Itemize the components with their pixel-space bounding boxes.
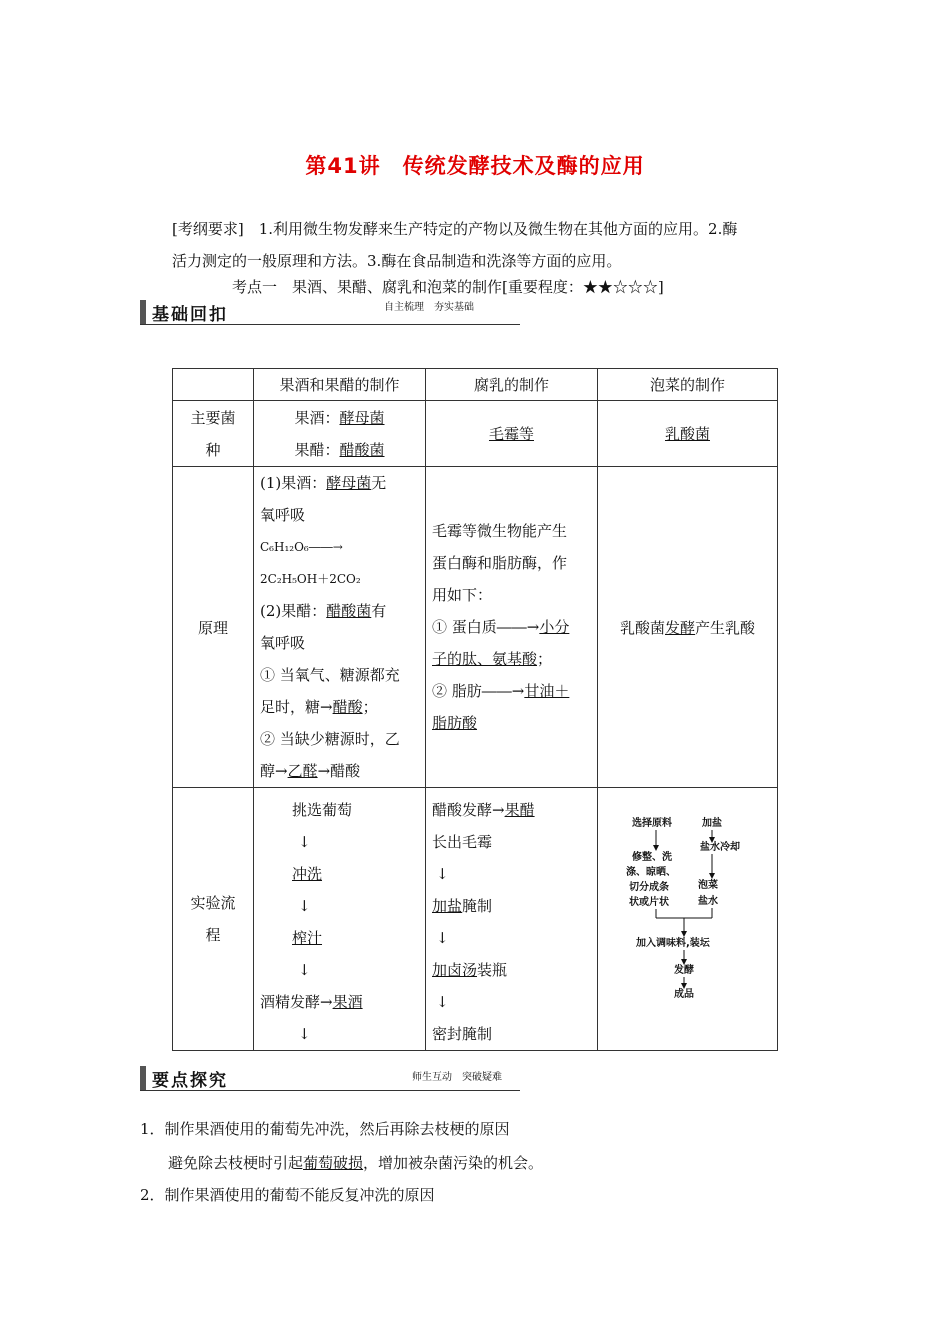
fill: 醋酸 xyxy=(332,698,363,716)
flow-step-fill: 冲洗 xyxy=(292,865,323,883)
fill: 葡萄破损 xyxy=(303,1154,364,1172)
flow-step: 长出毛霉 xyxy=(432,833,493,851)
t: →醋酸 xyxy=(317,762,361,780)
question-2: 2．制作果酒使用的葡萄不能反复冲洗的原因 xyxy=(140,1186,435,1204)
header-paocai: 泡菜的制作 xyxy=(598,369,778,401)
diag-salt: 加盐 xyxy=(702,818,722,829)
diag-trim1: 修整、洗 xyxy=(632,852,672,863)
wine-strain xyxy=(254,402,425,434)
flow-step: 酒精发酵→ xyxy=(260,993,333,1011)
furu-strain: 毛霉等 xyxy=(488,425,534,443)
requirements xyxy=(172,213,822,277)
vinegar-fill: 醋酸菌 xyxy=(339,440,385,459)
cell-wine-principle xyxy=(254,467,426,788)
t: ① 蛋白质――→ xyxy=(432,618,540,636)
flow-step-fill: 榨汁 xyxy=(292,929,323,947)
flow-arrow: ↓ xyxy=(436,929,449,947)
fill: 酵母菌 xyxy=(326,474,372,492)
flow-step: 腌制 xyxy=(462,897,493,915)
section-title: 基础回扣 xyxy=(152,305,228,325)
diag-trim4: 状或片状 xyxy=(629,897,669,908)
t: (2)果醋： xyxy=(260,602,327,620)
cell-paocai-strains xyxy=(598,401,778,467)
section-subtitle: 自主梳理 夯实基础 xyxy=(384,302,474,313)
t: 避免除去枝梗时引起 xyxy=(168,1154,304,1172)
wine-prefix: 果酒： xyxy=(294,408,340,427)
row-label-principle: 原理 xyxy=(173,467,254,788)
vinegar-strain xyxy=(254,434,425,466)
text-line xyxy=(260,755,419,787)
text-line: 蛋白酶和脂肪酶，作 xyxy=(432,554,568,572)
text-line: 氧呼吸 xyxy=(260,634,306,652)
flow-step: 密封腌制 xyxy=(432,1025,493,1043)
fill: 乙醛 xyxy=(287,762,318,780)
text-line xyxy=(260,691,419,723)
flow-step-fill: 加盐 xyxy=(432,897,463,915)
paocai-strain: 乳酸菌 xyxy=(664,425,710,443)
section-marker xyxy=(140,300,146,324)
cell-wine-strains xyxy=(254,401,426,467)
fill: 脂肪酸 xyxy=(432,714,478,732)
header-wine-vinegar: 果酒和果醋的制作 xyxy=(254,369,426,401)
cell-furu-procedure xyxy=(426,788,598,1051)
flow-step: 挑选葡萄 xyxy=(292,801,353,819)
t: 足时，糖→ xyxy=(260,698,333,716)
label-line: 主要菌 xyxy=(190,408,236,427)
t: 有 xyxy=(371,602,387,620)
cell-furu-principle xyxy=(426,467,598,788)
t: 产生乳酸 xyxy=(695,618,756,637)
section-header-key-points xyxy=(140,1064,520,1091)
header-furu: 腐乳的制作 xyxy=(426,369,598,401)
cell-furu-strains xyxy=(426,401,598,467)
t: 乳酸菌 xyxy=(619,618,665,637)
diag-choose: 选择原料 xyxy=(632,818,672,829)
text-line xyxy=(260,467,419,499)
flow-arrow: ↓ xyxy=(436,993,449,1011)
t: ； xyxy=(362,698,378,716)
section-title: 要点探究 xyxy=(152,1071,228,1091)
header-empty xyxy=(173,369,254,401)
page-title: 第41讲 传统发酵技术及酶的应用 xyxy=(305,154,645,178)
wine-flow xyxy=(260,794,419,1050)
diag-trim3: 切分成条 xyxy=(629,882,669,893)
fill: 醋酸菌 xyxy=(326,602,372,620)
text-line: ② 当缺少糖源时，乙 xyxy=(260,730,400,748)
text-line: 氧呼吸 xyxy=(260,506,306,524)
reaction-line: C₆H₁₂O₆――→ xyxy=(260,540,343,554)
cell-wine-procedure xyxy=(254,788,426,1051)
text-line xyxy=(432,707,591,739)
row-label-procedure xyxy=(173,788,254,1051)
requirements-line2: 活力测定的一般原理和方法。3.酶在食品制造和洗涤等方面的应用。 xyxy=(172,252,622,270)
furu-flow xyxy=(432,794,591,1050)
question-1: 1．制作果酒使用的葡萄先冲洗，然后再除去枝梗的原因 xyxy=(140,1120,510,1138)
diag-trim2: 涤、晾晒、 xyxy=(626,867,676,878)
section-marker xyxy=(140,1066,146,1090)
diag-cool: 盐水冷却 xyxy=(700,842,740,853)
fill: 小分 xyxy=(539,618,570,636)
text-line xyxy=(432,675,591,707)
t: ，增加被杂菌污染的机会。 xyxy=(363,1154,544,1172)
flow-step: 醋酸发酵→ xyxy=(432,801,505,819)
vinegar-prefix: 果醋： xyxy=(294,440,340,459)
wine-fill: 酵母菌 xyxy=(339,408,385,427)
text-line xyxy=(432,611,591,643)
t: (1)果酒： xyxy=(260,474,327,492)
diag-brine1: 泡菜 xyxy=(698,880,718,891)
comparison-table xyxy=(172,368,778,1051)
paocai-flow-diagram xyxy=(598,788,777,998)
flow-arrow: ↓ xyxy=(298,897,311,915)
text-line: ① 当氧气、糖源都充 xyxy=(260,666,400,684)
answer-1 xyxy=(168,1148,543,1178)
flow-step-fill: 加卤汤 xyxy=(432,961,478,979)
flow-arrow: ↓ xyxy=(298,1025,311,1043)
label-line: 实验流 xyxy=(190,894,236,912)
t: ② 脂肪――→ xyxy=(432,682,525,700)
requirements-label: [考纲要求] xyxy=(172,220,244,238)
t: 无 xyxy=(371,474,387,492)
row-label-strains xyxy=(173,401,254,467)
text-line: 毛霉等微生物能产生 xyxy=(432,522,568,540)
section-subtitle: 师生互动 突破疑难 xyxy=(412,1072,502,1083)
flow-arrow: ↓ xyxy=(436,865,449,883)
label-line: 程 xyxy=(205,926,221,944)
reaction-products: 2C₂H₅OH＋2CO₂ xyxy=(260,572,361,586)
label-line: 种 xyxy=(205,440,221,459)
diag-product: 成品 xyxy=(674,989,694,998)
cell-paocai-principle xyxy=(598,467,778,788)
text-line xyxy=(260,595,419,627)
text-line xyxy=(432,643,591,675)
diag-add: 加入调味料,装坛 xyxy=(636,938,710,949)
fill: 甘油＋ xyxy=(524,682,570,700)
flow-arrow: ↓ xyxy=(298,961,311,979)
requirements-line1: 1.利用微生物发酵来生产特定的产物以及微生物在其他方面的应用。2.酶 xyxy=(258,220,738,238)
fill: 发酵 xyxy=(664,618,695,637)
flow-step: 装瓶 xyxy=(477,961,508,979)
cell-paocai-procedure xyxy=(598,788,778,1051)
text-line: 用如下： xyxy=(432,586,493,604)
t: 醇→ xyxy=(260,762,288,780)
flow-arrow: ↓ xyxy=(298,833,311,851)
diag-brine2: 盐水 xyxy=(698,896,718,907)
diag-ferment: 发酵 xyxy=(674,965,694,976)
flow-step-fill: 果酒 xyxy=(332,993,363,1011)
fill: 子的肽、氨基酸 xyxy=(432,650,538,668)
flow-step-fill: 果醋 xyxy=(504,801,535,819)
t: ； xyxy=(537,650,553,668)
section-header-basics xyxy=(140,298,520,325)
kaodian-heading: 考点一 果酒、果醋、腐乳和泡菜的制作[重要程度：★★☆☆☆] xyxy=(232,278,664,296)
